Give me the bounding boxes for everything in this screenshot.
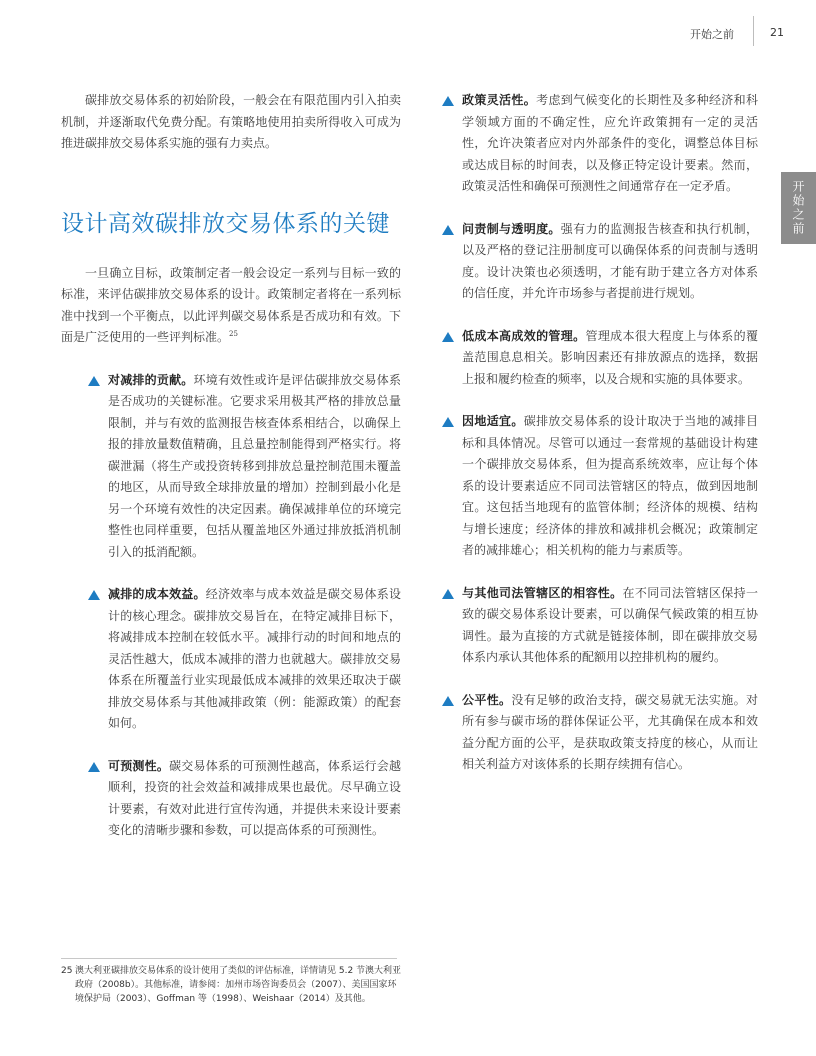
left-column <box>61 90 401 842</box>
bullet-text: 没有足够的政治支持，碳交易就无法实施。对所有参与碳市场的群体保证公平，尤其确保在成本和效益分配方面的公平，是获取政策支持度的核心，从而让相关利益方对该体系的长期存续拥有信心。 <box>462 692 758 771</box>
bullet-local-adaptation <box>442 411 758 562</box>
bullet-policy-flexibility <box>442 90 758 198</box>
bullet-title: 公平性。 <box>462 692 512 707</box>
bullet-title: 减排的成本效益。 <box>108 587 206 601</box>
bullet-text: 经济效率与成本效益是碳交易体系设计的核心理念。碳排放交易旨在，在特定减排目标下，将减排成本控制在较低水平。减排行动的时间和地点的灵活性越大，低成本减排的潜力也就越大。碳排放交易体系在所覆盖行业实现最低成本减排的效果还取决于碳排放交易体系与其他减排政策（例：能源政策）的配套如何。 <box>108 587 401 730</box>
bullet-title: 与其他司法管辖区的相容性。 <box>462 585 623 600</box>
bullet-title: 因地适宜。 <box>462 414 524 428</box>
header-divider <box>753 16 754 46</box>
bullet-text: 在不同司法管辖区保持一致的碳交易体系设计要素，可以确保气候政策的相互协调性。最为直接的方式就是链接体制，即在碳排放交易体系内承认其他体系的配额用以控排机构的履约。 <box>462 585 758 664</box>
bullet-cost-efficient-management <box>442 326 758 391</box>
footnote-divider <box>61 958 397 959</box>
bullet-title: 可预测性。 <box>108 758 170 773</box>
triangle-bullet-icon <box>442 332 454 342</box>
triangle-bullet-icon <box>442 696 454 706</box>
bullet-emission-reduction <box>88 370 401 564</box>
bullet-text: 管理成本很大程度上与体系的覆盖范围息息相关。影响因素还有排放源点的选择，数据上报和履约检查的频率，以及合规和实施的具体要求。 <box>462 328 758 386</box>
bullet-text: 环境有效性或许是评估碳排放交易体系是否成功的关键标准。它要求采用极其严格的排放总量限制，并与有效的监测报告核查体系相结合，以确保上报的排放量数值精确，且总量控制能得到严格实行。将碳泄漏（将生产或投资转移到排放总量控制范围未覆盖的地区，从而导致全球排放量的增加）控制到最小化是另一个环境有效性的决定因素。确保减排单位的环境完整性也同样重要，包括从覆盖地区外通过排放抵消机制引入的抵消配额。 <box>108 372 401 559</box>
triangle-bullet-icon <box>88 590 100 600</box>
criteria-intro-paragraph <box>61 263 401 349</box>
bullet-title: 对减排的贡献。 <box>108 372 194 387</box>
triangle-bullet-icon <box>88 762 100 772</box>
bullet-cost-effectiveness <box>88 584 401 735</box>
right-column <box>442 90 758 776</box>
bullet-text: 考虑到气候变化的长期性及多种经济和科学领域方面的不确定性，应允许政策拥有一定的灵活性，允许决策者应对内外部条件的变化，调整总体目标或达成目标的时间表，以及修正特定设计要素。然而，政策灵活性和确保可预测性之间通常存在一定矛盾。 <box>462 93 758 193</box>
intro-paragraph: 碳排放交易体系的初始阶段，一般会在有限范围内引入拍卖机制，并逐渐取代免费分配。有策略地使用拍卖所得收入可成为推进碳排放交易体系实施的强有力卖点。 <box>61 93 401 150</box>
running-header-section: 开始之前 <box>690 28 734 41</box>
bullet-accountability-transparency <box>442 219 758 305</box>
page-number: 21 <box>770 26 784 39</box>
bullet-fairness <box>442 690 758 776</box>
criteria-intro-text: 一旦确立目标，政策制定者一般会设定一系列与目标一致的标准，来评估碳排放交易体系的设计。政策制定者将在一系列标准中找到一个平衡点，以此评判碳交易体系是否成功和有效。下面是广泛使用的一些评判标准。 <box>61 265 401 344</box>
triangle-bullet-icon <box>442 225 454 235</box>
bullet-title: 政策灵活性。 <box>462 93 537 107</box>
footnote-reference[interactable]: 25 <box>229 330 238 338</box>
section-heading: 设计高效碳排放交易体系的关键 <box>61 210 390 237</box>
triangle-bullet-icon <box>442 589 454 599</box>
bullet-text: 碳交易体系的可预测性越高，体系运行会越顺利，投资的社会效益和减排成果也最优。尽早确立设计要素，有效对此进行宣传沟通，并提供未来设计要素变化的清晰步骤和参数，可以提高体系的可预测性。 <box>108 758 401 837</box>
footnote-number: 25 <box>61 966 73 976</box>
bullet-predictability <box>88 756 401 842</box>
bullet-title: 低成本高成效的管理。 <box>462 328 586 343</box>
footnote-text: 澳大利亚碳排放交易体系的设计使用了类似的评估标准，详情请见 5.2 节澳大利亚政府（2008b）。其他标准，请参阅：加州市场咨询委员会（2007）、美国国家环境保护局（2003）、Goffman 等（1998）、Weishaar（2014）及其他。 <box>75 966 402 1004</box>
side-section-tab[interactable]: 开始之前 <box>781 172 816 244</box>
bullet-text: 强有力的监测报告核查和执行机制，以及严格的登记注册制度可以确保体系的问责制与透明度。设计决策也必须透明，才能有助于建立各方对体系的信任度，并允许市场参与者提前进行规划。 <box>462 221 758 300</box>
footnote <box>61 964 405 1006</box>
bullet-compatibility <box>442 583 758 669</box>
triangle-bullet-icon <box>88 376 100 386</box>
triangle-bullet-icon <box>442 417 454 427</box>
bullet-text: 碳排放交易体系的设计取决于当地的减排目标和具体情况。尽管可以通过一套常规的基础设计构建一个碳排放交易体系，但为提高系统效率，应让每个体系的设计要素适应不同司法管辖区的特点，做到因地制宜。这包括当地现有的监管体制；经济体的规模、结构与增长速度；经济体的排放和减排机会概况；政策制定者的减排雄心；相关机构的能力与素质等。 <box>462 414 758 557</box>
triangle-bullet-icon <box>442 96 454 106</box>
bullet-title: 问责制与透明度。 <box>462 221 561 236</box>
